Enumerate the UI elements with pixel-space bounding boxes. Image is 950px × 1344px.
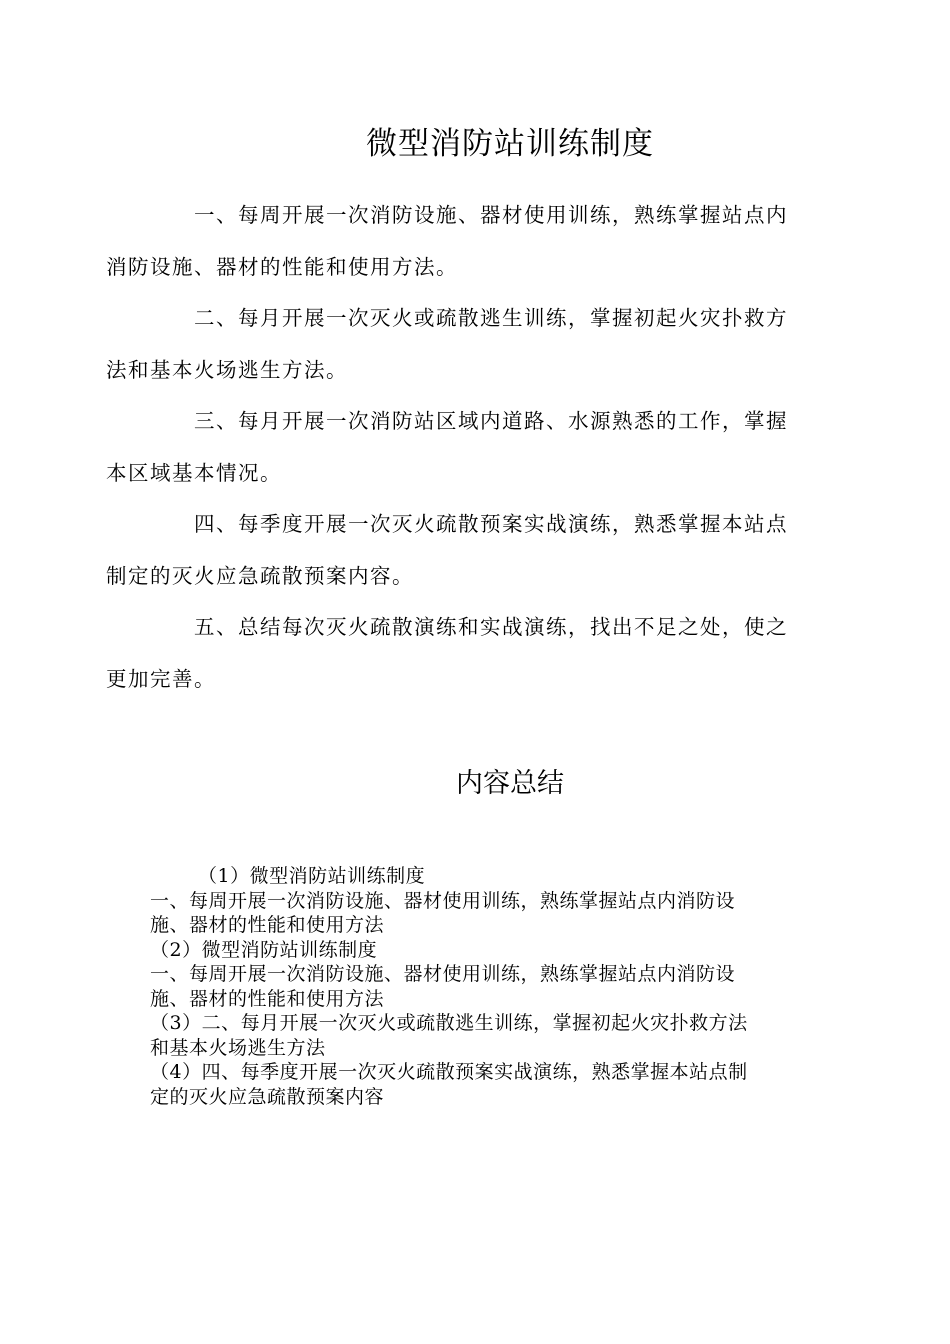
summary-line: （2）微型消防站训练制度 [150, 938, 378, 961]
paragraph-2-line-1: 二、每月开展一次灭火或疏散逃生训练，掌握初起火灾扑救方 [194, 306, 788, 330]
paragraph-3 [106, 396, 802, 499]
summary-line: （4）四、每季度开展一次灭火疏散预案实战演练，熟悉掌握本站点制 [150, 1061, 748, 1083]
summary-line: 施、器材的性能和使用方法 [150, 914, 385, 936]
paragraph-1 [106, 190, 802, 293]
paragraph-2-line-2: 法和基本火场逃生方法。 [106, 357, 348, 382]
paragraph-3-line-2: 本区域基本情况。 [106, 460, 282, 485]
summary-line: （3）二、每月开展一次灭火或疏散逃生训练，掌握初起火灾扑救方法 [150, 1012, 748, 1034]
summary-line: 施、器材的性能和使用方法 [150, 987, 385, 1010]
paragraph-5 [106, 602, 802, 705]
paragraph-4-line-2: 制定的灭火应急疏散预案内容。 [106, 563, 414, 588]
paragraph-3-line-1: 三、每月开展一次消防站区域内道路、水源熟悉的工作，掌握 [194, 409, 788, 433]
summary-title: 内容总结 [456, 768, 564, 799]
summary-line: （1）微型消防站训练制度 [198, 865, 426, 887]
paragraph-5-line-1: 五、总结每次灭火疏散演练和实战演练，找出不足之处，使之 [194, 615, 788, 639]
paragraph-5-line-2: 更加完善。 [106, 666, 216, 691]
paragraph-4 [106, 499, 802, 602]
paragraph-1-line-1: 一、每周开展一次消防设施、器材使用训练，熟练掌握站点内 [194, 203, 788, 227]
summary-list [150, 864, 790, 1109]
paragraph-2 [106, 293, 802, 396]
document-body [106, 190, 802, 705]
summary-line: 一、每周开展一次消防设施、器材使用训练，熟练掌握站点内消防设 [150, 889, 736, 912]
summary-line: 一、每周开展一次消防设施、器材使用训练，熟练掌握站点内消防设 [150, 963, 736, 985]
paragraph-4-line-1: 四、每季度开展一次灭火疏散预案实战演练，熟悉掌握本站点 [194, 512, 788, 536]
paragraph-1-line-2: 消防设施、器材的性能和使用方法。 [106, 254, 458, 279]
summary-line: 定的灭火应急疏散预案内容 [150, 1085, 385, 1108]
document-title: 微型消防站训练制度 [366, 126, 654, 162]
summary-line: 和基本火场逃生方法 [150, 1036, 326, 1059]
